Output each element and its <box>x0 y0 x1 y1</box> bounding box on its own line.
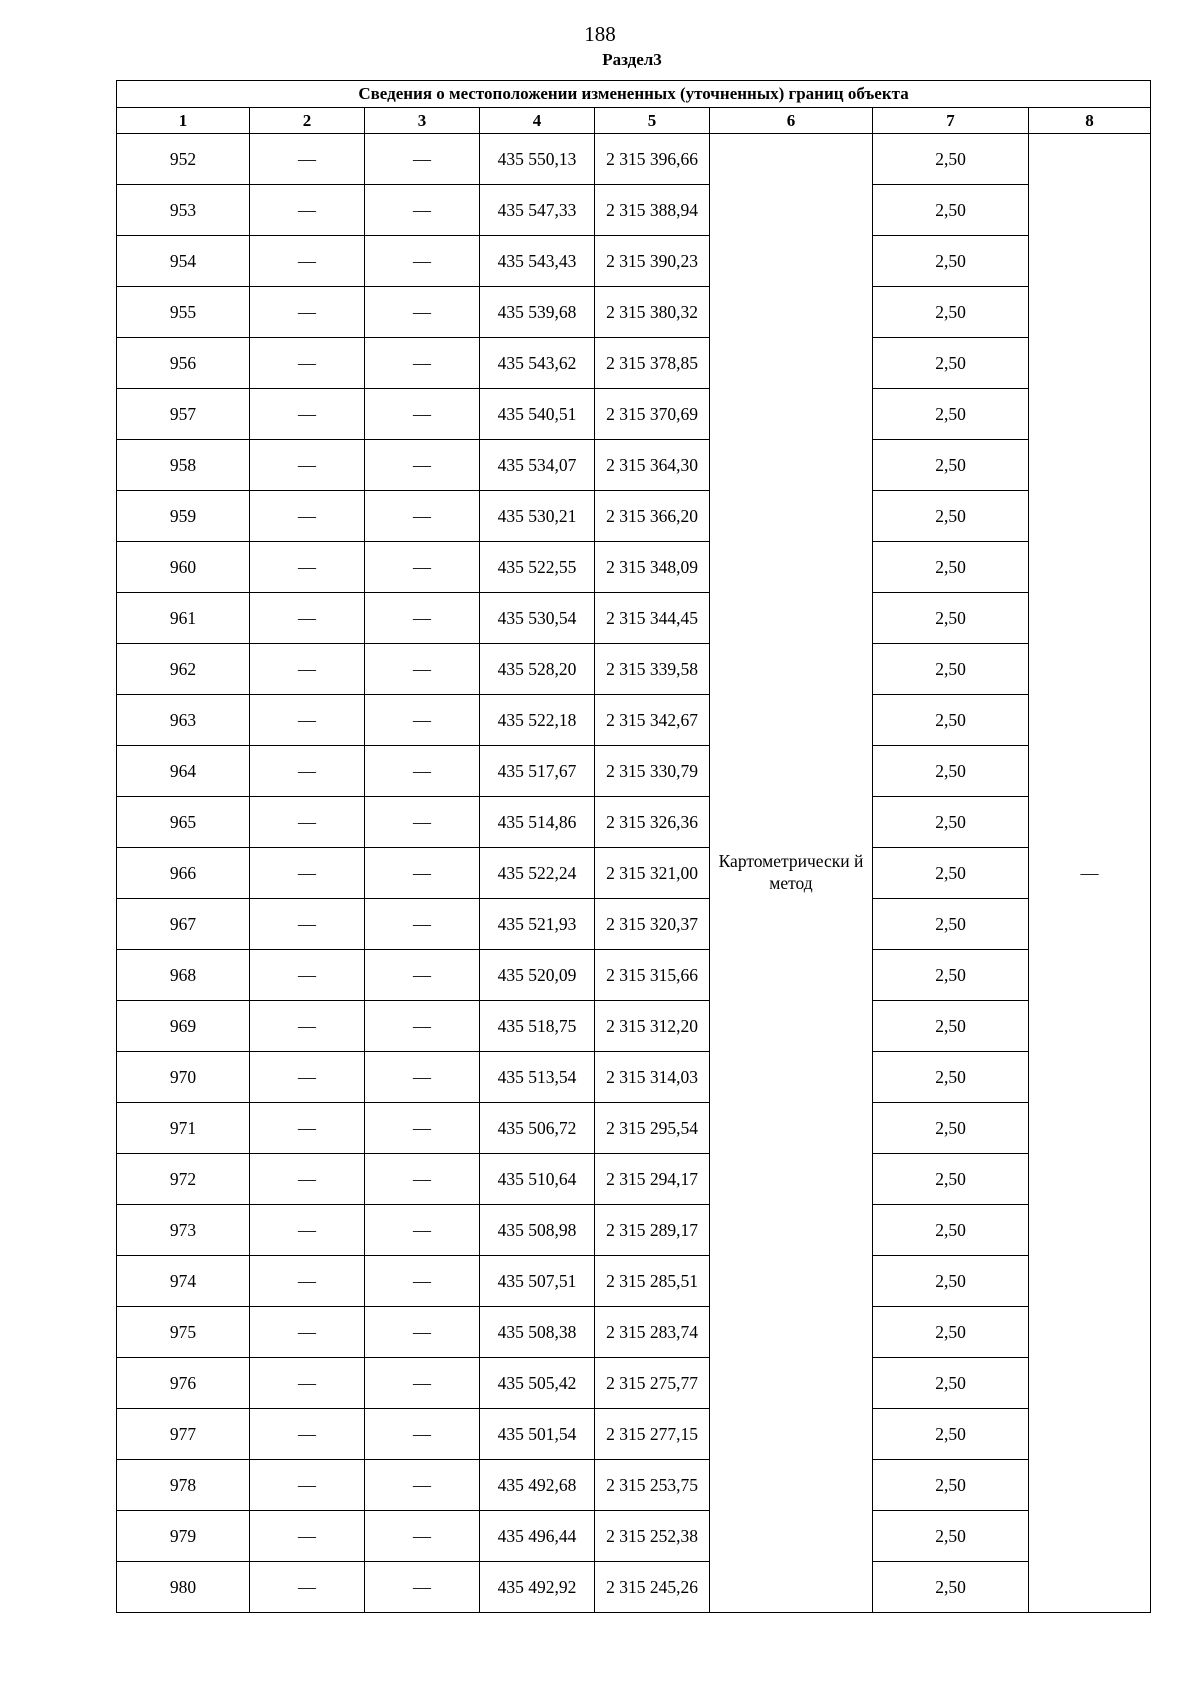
column-8-cell: — <box>1029 134 1151 1613</box>
column-2-cell: — <box>250 542 365 593</box>
point-number-cell: 972 <box>117 1154 250 1205</box>
column-3-cell: — <box>365 1154 480 1205</box>
column-2-cell: — <box>250 644 365 695</box>
x-coordinate-cell: 435 508,98 <box>480 1205 595 1256</box>
column-number: 3 <box>365 108 480 134</box>
table-row <box>117 185 1151 236</box>
column-3-cell: — <box>365 1511 480 1562</box>
column-2-cell: — <box>250 1562 365 1613</box>
column-2-cell: — <box>250 746 365 797</box>
table-row <box>117 1358 1151 1409</box>
x-coordinate-cell: 435 506,72 <box>480 1103 595 1154</box>
column-3-cell: — <box>365 440 480 491</box>
table-caption: Сведения о местоположении измененных (уточненных) границ объекта <box>117 81 1151 108</box>
table-row <box>117 644 1151 695</box>
point-number-cell: 955 <box>117 287 250 338</box>
x-coordinate-cell: 435 550,13 <box>480 134 595 185</box>
column-2-cell: — <box>250 797 365 848</box>
point-number-cell: 977 <box>117 1409 250 1460</box>
column-2-cell: — <box>250 1103 365 1154</box>
column-number: 1 <box>117 108 250 134</box>
y-coordinate-cell: 2 315 289,17 <box>595 1205 710 1256</box>
y-coordinate-cell: 2 315 321,00 <box>595 848 710 899</box>
table-row <box>117 134 1151 185</box>
table-row <box>117 1511 1151 1562</box>
page-number: 188 <box>584 22 616 46</box>
column-2-cell: — <box>250 848 365 899</box>
table-row <box>117 1103 1151 1154</box>
table-row <box>117 1409 1151 1460</box>
y-coordinate-cell: 2 315 342,67 <box>595 695 710 746</box>
y-coordinate-cell: 2 315 294,17 <box>595 1154 710 1205</box>
point-number-cell: 975 <box>117 1307 250 1358</box>
point-number-cell: 980 <box>117 1562 250 1613</box>
y-coordinate-cell: 2 315 378,85 <box>595 338 710 389</box>
y-coordinate-cell: 2 315 370,69 <box>595 389 710 440</box>
accuracy-cell: 2,50 <box>873 338 1029 389</box>
column-2-cell: — <box>250 593 365 644</box>
section-title: Раздел3 <box>602 50 662 69</box>
column-3-cell: — <box>365 134 480 185</box>
column-3-cell: — <box>365 542 480 593</box>
column-3-cell: — <box>365 236 480 287</box>
point-number-cell: 976 <box>117 1358 250 1409</box>
accuracy-cell: 2,50 <box>873 491 1029 542</box>
y-coordinate-cell: 2 315 285,51 <box>595 1256 710 1307</box>
y-coordinate-cell: 2 315 320,37 <box>595 899 710 950</box>
column-2-cell: — <box>250 134 365 185</box>
x-coordinate-cell: 435 510,64 <box>480 1154 595 1205</box>
column-2-cell: — <box>250 1511 365 1562</box>
column-3-cell: — <box>365 950 480 1001</box>
column-2-cell: — <box>250 389 365 440</box>
table-row <box>117 491 1151 542</box>
x-coordinate-cell: 435 540,51 <box>480 389 595 440</box>
point-number-cell: 959 <box>117 491 250 542</box>
accuracy-cell: 2,50 <box>873 1562 1029 1613</box>
accuracy-cell: 2,50 <box>873 746 1029 797</box>
accuracy-cell: 2,50 <box>873 440 1029 491</box>
column-2-cell: — <box>250 440 365 491</box>
column-3-cell: — <box>365 1052 480 1103</box>
column-3-cell: — <box>365 797 480 848</box>
column-3-cell: — <box>365 1001 480 1052</box>
column-number: 7 <box>873 108 1029 134</box>
table-row <box>117 1256 1151 1307</box>
point-number-cell: 979 <box>117 1511 250 1562</box>
column-number: 2 <box>250 108 365 134</box>
column-3-cell: — <box>365 644 480 695</box>
column-3-cell: — <box>365 1256 480 1307</box>
accuracy-cell: 2,50 <box>873 797 1029 848</box>
point-number-cell: 970 <box>117 1052 250 1103</box>
column-2-cell: — <box>250 236 365 287</box>
column-2-cell: — <box>250 338 365 389</box>
x-coordinate-cell: 435 522,24 <box>480 848 595 899</box>
column-3-cell: — <box>365 899 480 950</box>
table-row <box>117 542 1151 593</box>
y-coordinate-cell: 2 315 390,23 <box>595 236 710 287</box>
accuracy-cell: 2,50 <box>873 950 1029 1001</box>
accuracy-cell: 2,50 <box>873 1205 1029 1256</box>
accuracy-cell: 2,50 <box>873 593 1029 644</box>
column-3-cell: — <box>365 338 480 389</box>
x-coordinate-cell: 435 505,42 <box>480 1358 595 1409</box>
coordinates-table <box>116 80 1151 1613</box>
accuracy-cell: 2,50 <box>873 1154 1029 1205</box>
table-row <box>117 1052 1151 1103</box>
accuracy-cell: 2,50 <box>873 899 1029 950</box>
accuracy-cell: 2,50 <box>873 287 1029 338</box>
column-3-cell: — <box>365 1358 480 1409</box>
point-number-cell: 961 <box>117 593 250 644</box>
column-3-cell: — <box>365 287 480 338</box>
table-row <box>117 1205 1151 1256</box>
column-number: 6 <box>710 108 873 134</box>
column-3-cell: — <box>365 1205 480 1256</box>
accuracy-cell: 2,50 <box>873 1001 1029 1052</box>
x-coordinate-cell: 435 543,62 <box>480 338 595 389</box>
x-coordinate-cell: 435 530,54 <box>480 593 595 644</box>
x-coordinate-cell: 435 522,55 <box>480 542 595 593</box>
column-3-cell: — <box>365 1307 480 1358</box>
column-3-cell: — <box>365 1562 480 1613</box>
table-row <box>117 236 1151 287</box>
y-coordinate-cell: 2 315 330,79 <box>595 746 710 797</box>
column-2-cell: — <box>250 185 365 236</box>
point-number-cell: 958 <box>117 440 250 491</box>
table-row <box>117 338 1151 389</box>
x-coordinate-cell: 435 543,43 <box>480 236 595 287</box>
point-number-cell: 967 <box>117 899 250 950</box>
table-row <box>117 797 1151 848</box>
accuracy-cell: 2,50 <box>873 1052 1029 1103</box>
y-coordinate-cell: 2 315 344,45 <box>595 593 710 644</box>
y-coordinate-cell: 2 315 252,38 <box>595 1511 710 1562</box>
column-2-cell: — <box>250 1154 365 1205</box>
y-coordinate-cell: 2 315 253,75 <box>595 1460 710 1511</box>
point-number-cell: 953 <box>117 185 250 236</box>
table-row <box>117 899 1151 950</box>
column-3-cell: — <box>365 1103 480 1154</box>
accuracy-cell: 2,50 <box>873 389 1029 440</box>
accuracy-cell: 2,50 <box>873 1511 1029 1562</box>
column-2-cell: — <box>250 1358 365 1409</box>
column-2-cell: — <box>250 1307 365 1358</box>
accuracy-cell: 2,50 <box>873 695 1029 746</box>
accuracy-cell: 2,50 <box>873 1460 1029 1511</box>
point-number-cell: 963 <box>117 695 250 746</box>
y-coordinate-cell: 2 315 275,77 <box>595 1358 710 1409</box>
x-coordinate-cell: 435 514,86 <box>480 797 595 848</box>
column-3-cell: — <box>365 491 480 542</box>
point-number-cell: 974 <box>117 1256 250 1307</box>
point-number-cell: 956 <box>117 338 250 389</box>
table-row <box>117 1307 1151 1358</box>
point-number-cell: 957 <box>117 389 250 440</box>
method-cell: Картометрически й метод <box>710 134 873 1613</box>
column-3-cell: — <box>365 1460 480 1511</box>
x-coordinate-cell: 435 547,33 <box>480 185 595 236</box>
accuracy-cell: 2,50 <box>873 134 1029 185</box>
accuracy-cell: 2,50 <box>873 236 1029 287</box>
accuracy-cell: 2,50 <box>873 848 1029 899</box>
point-number-cell: 964 <box>117 746 250 797</box>
table-row <box>117 1001 1151 1052</box>
table-row <box>117 950 1151 1001</box>
y-coordinate-cell: 2 315 295,54 <box>595 1103 710 1154</box>
y-coordinate-cell: 2 315 388,94 <box>595 185 710 236</box>
y-coordinate-cell: 2 315 366,20 <box>595 491 710 542</box>
x-coordinate-cell: 435 508,38 <box>480 1307 595 1358</box>
point-number-cell: 965 <box>117 797 250 848</box>
column-3-cell: — <box>365 848 480 899</box>
column-2-cell: — <box>250 1256 365 1307</box>
point-number-cell: 960 <box>117 542 250 593</box>
table-row <box>117 287 1151 338</box>
column-2-cell: — <box>250 1001 365 1052</box>
point-number-cell: 968 <box>117 950 250 1001</box>
column-3-cell: — <box>365 593 480 644</box>
column-2-cell: — <box>250 491 365 542</box>
accuracy-cell: 2,50 <box>873 644 1029 695</box>
x-coordinate-cell: 435 539,68 <box>480 287 595 338</box>
point-number-cell: 969 <box>117 1001 250 1052</box>
table-row <box>117 593 1151 644</box>
column-3-cell: — <box>365 389 480 440</box>
table-row <box>117 848 1151 899</box>
column-number: 4 <box>480 108 595 134</box>
point-number-cell: 971 <box>117 1103 250 1154</box>
x-coordinate-cell: 435 530,21 <box>480 491 595 542</box>
table-row <box>117 440 1151 491</box>
accuracy-cell: 2,50 <box>873 1358 1029 1409</box>
point-number-cell: 952 <box>117 134 250 185</box>
y-coordinate-cell: 2 315 339,58 <box>595 644 710 695</box>
y-coordinate-cell: 2 315 396,66 <box>595 134 710 185</box>
table-row <box>117 1154 1151 1205</box>
y-coordinate-cell: 2 315 380,32 <box>595 287 710 338</box>
y-coordinate-cell: 2 315 314,03 <box>595 1052 710 1103</box>
y-coordinate-cell: 2 315 348,09 <box>595 542 710 593</box>
x-coordinate-cell: 435 521,93 <box>480 899 595 950</box>
column-number: 5 <box>595 108 710 134</box>
x-coordinate-cell: 435 528,20 <box>480 644 595 695</box>
table-row <box>117 746 1151 797</box>
x-coordinate-cell: 435 518,75 <box>480 1001 595 1052</box>
column-2-cell: — <box>250 1205 365 1256</box>
x-coordinate-cell: 435 534,07 <box>480 440 595 491</box>
y-coordinate-cell: 2 315 283,74 <box>595 1307 710 1358</box>
y-coordinate-cell: 2 315 277,15 <box>595 1409 710 1460</box>
x-coordinate-cell: 435 501,54 <box>480 1409 595 1460</box>
y-coordinate-cell: 2 315 312,20 <box>595 1001 710 1052</box>
column-number: 8 <box>1029 108 1151 134</box>
y-coordinate-cell: 2 315 326,36 <box>595 797 710 848</box>
table-row <box>117 695 1151 746</box>
accuracy-cell: 2,50 <box>873 1103 1029 1154</box>
column-2-cell: — <box>250 1052 365 1103</box>
x-coordinate-cell: 435 492,68 <box>480 1460 595 1511</box>
x-coordinate-cell: 435 492,92 <box>480 1562 595 1613</box>
x-coordinate-cell: 435 507,51 <box>480 1256 595 1307</box>
point-number-cell: 966 <box>117 848 250 899</box>
x-coordinate-cell: 435 496,44 <box>480 1511 595 1562</box>
column-2-cell: — <box>250 287 365 338</box>
column-2-cell: — <box>250 1460 365 1511</box>
column-2-cell: — <box>250 899 365 950</box>
x-coordinate-cell: 435 522,18 <box>480 695 595 746</box>
column-2-cell: — <box>250 695 365 746</box>
accuracy-cell: 2,50 <box>873 185 1029 236</box>
point-number-cell: 954 <box>117 236 250 287</box>
column-3-cell: — <box>365 746 480 797</box>
column-3-cell: — <box>365 185 480 236</box>
x-coordinate-cell: 435 520,09 <box>480 950 595 1001</box>
point-number-cell: 962 <box>117 644 250 695</box>
y-coordinate-cell: 2 315 315,66 <box>595 950 710 1001</box>
column-3-cell: — <box>365 1409 480 1460</box>
accuracy-cell: 2,50 <box>873 1256 1029 1307</box>
table-row <box>117 389 1151 440</box>
accuracy-cell: 2,50 <box>873 1409 1029 1460</box>
column-number-row <box>117 108 1151 134</box>
accuracy-cell: 2,50 <box>873 542 1029 593</box>
y-coordinate-cell: 2 315 364,30 <box>595 440 710 491</box>
point-number-cell: 978 <box>117 1460 250 1511</box>
x-coordinate-cell: 435 513,54 <box>480 1052 595 1103</box>
y-coordinate-cell: 2 315 245,26 <box>595 1562 710 1613</box>
point-number-cell: 973 <box>117 1205 250 1256</box>
accuracy-cell: 2,50 <box>873 1307 1029 1358</box>
column-2-cell: — <box>250 950 365 1001</box>
table-row <box>117 1562 1151 1613</box>
table-row <box>117 1460 1151 1511</box>
x-coordinate-cell: 435 517,67 <box>480 746 595 797</box>
column-3-cell: — <box>365 695 480 746</box>
column-2-cell: — <box>250 1409 365 1460</box>
